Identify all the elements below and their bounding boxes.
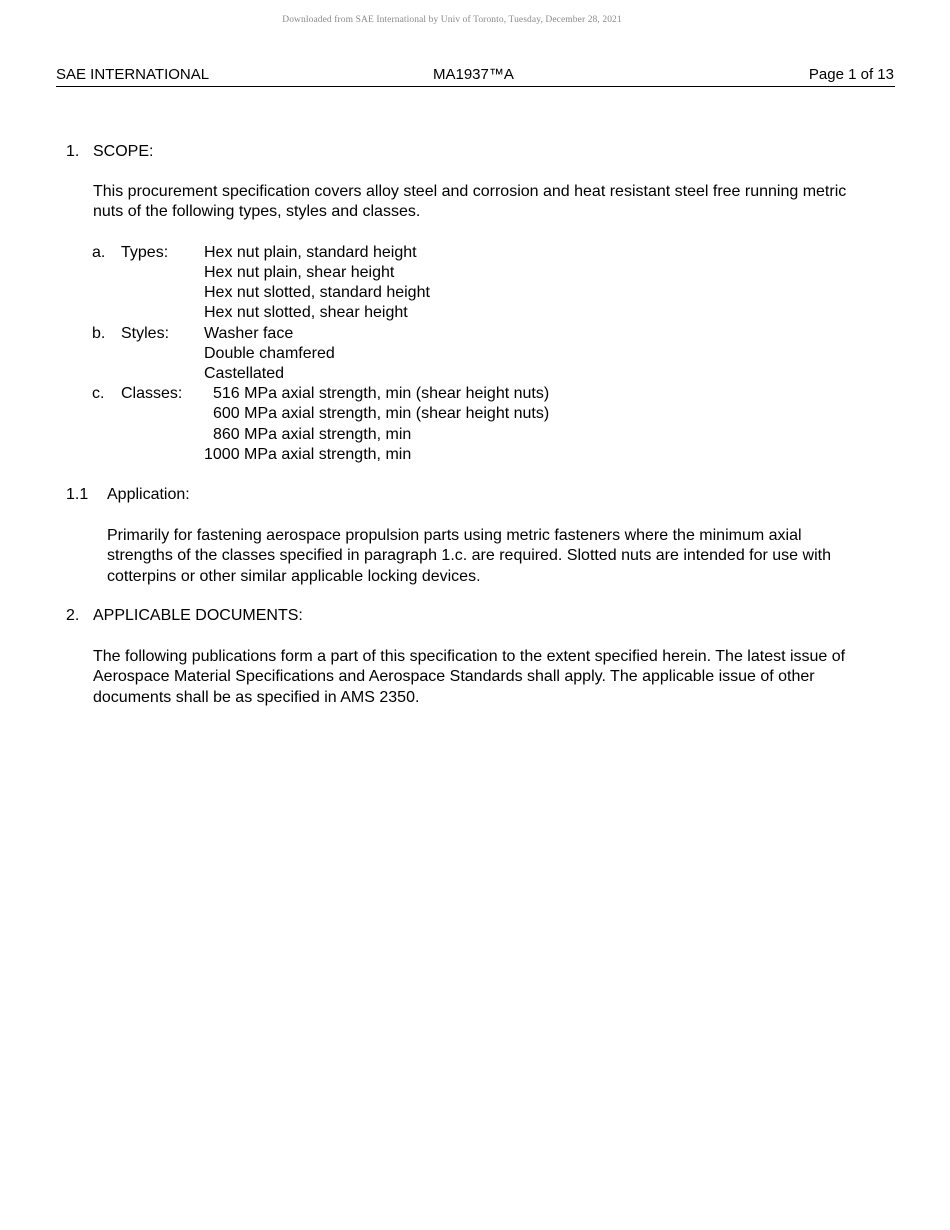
types-marker: a. [92, 244, 106, 261]
section-1-number: 1. [66, 143, 80, 160]
section-1-title: SCOPE: [93, 143, 154, 160]
section-1-1-number: 1.1 [66, 486, 89, 503]
classes-label: Classes: [121, 385, 183, 402]
style-item: Double chamfered [204, 345, 335, 362]
download-watermark: Downloaded from SAE International by Univ of Toronto, Tuesday, December 28, 2021 [282, 15, 622, 25]
header-document-number: MA1937™A [433, 66, 514, 83]
types-label: Types: [121, 244, 169, 261]
application-body: Primarily for fastening aerospace propulsion parts using metric fasteners where the minimum axial strengths of the classes specified in paragraph 1.c. are required. Slotted nuts are intended for use with cotterpins or other similar applicable locking devices. [107, 527, 831, 585]
style-item: Castellated [204, 365, 285, 382]
header-organization: SAE INTERNATIONAL [56, 66, 210, 83]
class-item: 860 MPa axial strength, min [213, 426, 412, 443]
styles-marker: b. [92, 325, 106, 342]
section-2-title: APPLICABLE DOCUMENTS: [93, 607, 303, 624]
type-item: Hex nut slotted, standard height [204, 284, 430, 301]
scope-intro: This procurement specification covers alloy steel and corrosion and heat resistant steel free running metric nuts of the following types, styles and classes. [93, 183, 847, 221]
page-header [56, 66, 895, 87]
section-2-number: 2. [66, 607, 80, 624]
class-item: 1000 MPa axial strength, min [204, 446, 412, 463]
style-item: Washer face [204, 325, 294, 342]
type-item: Hex nut plain, shear height [204, 264, 395, 281]
section-1-1-title: Application: [107, 486, 190, 503]
header-page-number: Page 1 of 13 [808, 66, 894, 83]
class-item: 516 MPa axial strength, min (shear height nuts) [213, 385, 550, 402]
styles-label: Styles: [121, 325, 170, 342]
type-item: Hex nut plain, standard height [204, 244, 417, 261]
type-item: Hex nut slotted, shear height [204, 304, 408, 321]
classes-marker: c. [92, 385, 105, 402]
applicable-documents-body: The following publications form a part of this specification to the extent specified herein. The latest issue of Aerospace Material Specifications and Aerospace Standards shall apply. The applicable issue of other documents shall be as specified in AMS 2350. [93, 648, 846, 706]
class-item: 600 MPa axial strength, min (shear height nuts) [213, 405, 550, 422]
